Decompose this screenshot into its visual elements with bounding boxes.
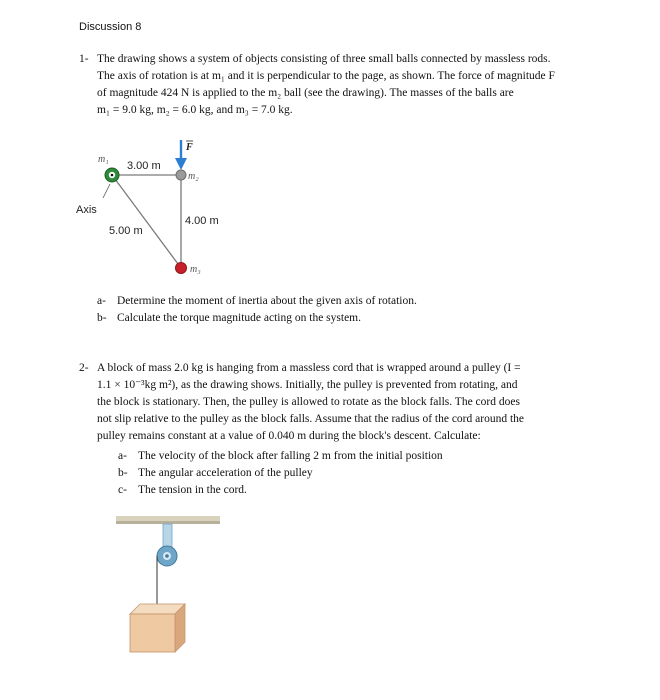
problem-2-part-c (118, 482, 247, 499)
label-rod13: 5.00 m (109, 225, 143, 237)
part-label: b- (97, 312, 107, 324)
label-rod23: 4.00 m (185, 215, 219, 227)
problem-1-line: The axis of rotation is at m₁ and it is perpendicular to the page, as shown. The force of magnitude F (97, 70, 555, 82)
label-force: F (186, 142, 193, 153)
problem-1-text (97, 51, 555, 119)
problem-1-part-a (97, 293, 417, 310)
label-m3: m₃ (190, 264, 201, 275)
label-rod12: 3.00 m (127, 160, 161, 172)
part-text: The tension in the cord. (138, 484, 247, 496)
pulley-block-diagram (110, 510, 240, 660)
part-text: The angular acceleration of the pulley (138, 467, 313, 479)
problem-2-number: 2- (79, 362, 89, 374)
ball-m3 (176, 263, 187, 274)
problem-2-line: the block is stationary. Then, the pulley is allowed to rotate as the block falls. The cord does (97, 396, 520, 408)
problem-2-text (97, 360, 524, 445)
label-m2: m₂ (188, 171, 199, 182)
axis-pointer (103, 184, 110, 198)
label-axis: Axis (76, 204, 97, 216)
problem-1-part-b (97, 310, 361, 327)
problem-2-part-a (118, 448, 443, 465)
part-label: c- (118, 484, 127, 496)
rod-13 (112, 175, 181, 268)
problem-2-part-b (118, 465, 313, 482)
label-m1: m₁ (98, 154, 109, 165)
ceiling (116, 516, 220, 524)
part-label: b- (118, 467, 128, 479)
problem-2-line: not slip relative to the pulley as the block falls. Assume that the radius of the cord around the (97, 413, 524, 425)
problem-2-line: A block of mass 2.0 kg is hanging from a massless cord that is wrapped around a pulley (I = (97, 362, 521, 374)
problem-2-line: pulley remains constant at a value of 0.040 m during the block's descent. Calculate: (97, 430, 481, 442)
problem-1-line: The drawing shows a system of objects consisting of three small balls connected by massless rods. (97, 53, 551, 65)
part-text: Determine the moment of inertia about the given axis of rotation. (117, 295, 417, 307)
part-text: The velocity of the block after falling 2 m from the initial position (138, 450, 443, 462)
problem-2-line: 1.1 × 10⁻³kg m²), as the drawing shows. Initially, the pulley is prevented from rotating, and (97, 379, 518, 391)
axis-pivot-center (111, 174, 114, 177)
page-header: Discussion 8 (79, 21, 142, 33)
ball-m2 (176, 170, 186, 180)
part-label: a- (118, 450, 127, 462)
problem-1-line: of magnitude 424 N is applied to the m₂ ball (see the drawing). The masses of the balls are (97, 87, 514, 99)
hanging-block (130, 604, 185, 652)
problem-1-line: m₁ = 9.0 kg, m₂ = 6.0 kg, and m₃ = 7.0 kg. (97, 104, 293, 116)
pulley-wheel (157, 546, 177, 566)
part-text: Calculate the torque magnitude acting on the system. (117, 312, 361, 324)
problem-1-number: 1- (79, 53, 89, 65)
rod-system-diagram (70, 138, 320, 278)
part-label: a- (97, 295, 106, 307)
